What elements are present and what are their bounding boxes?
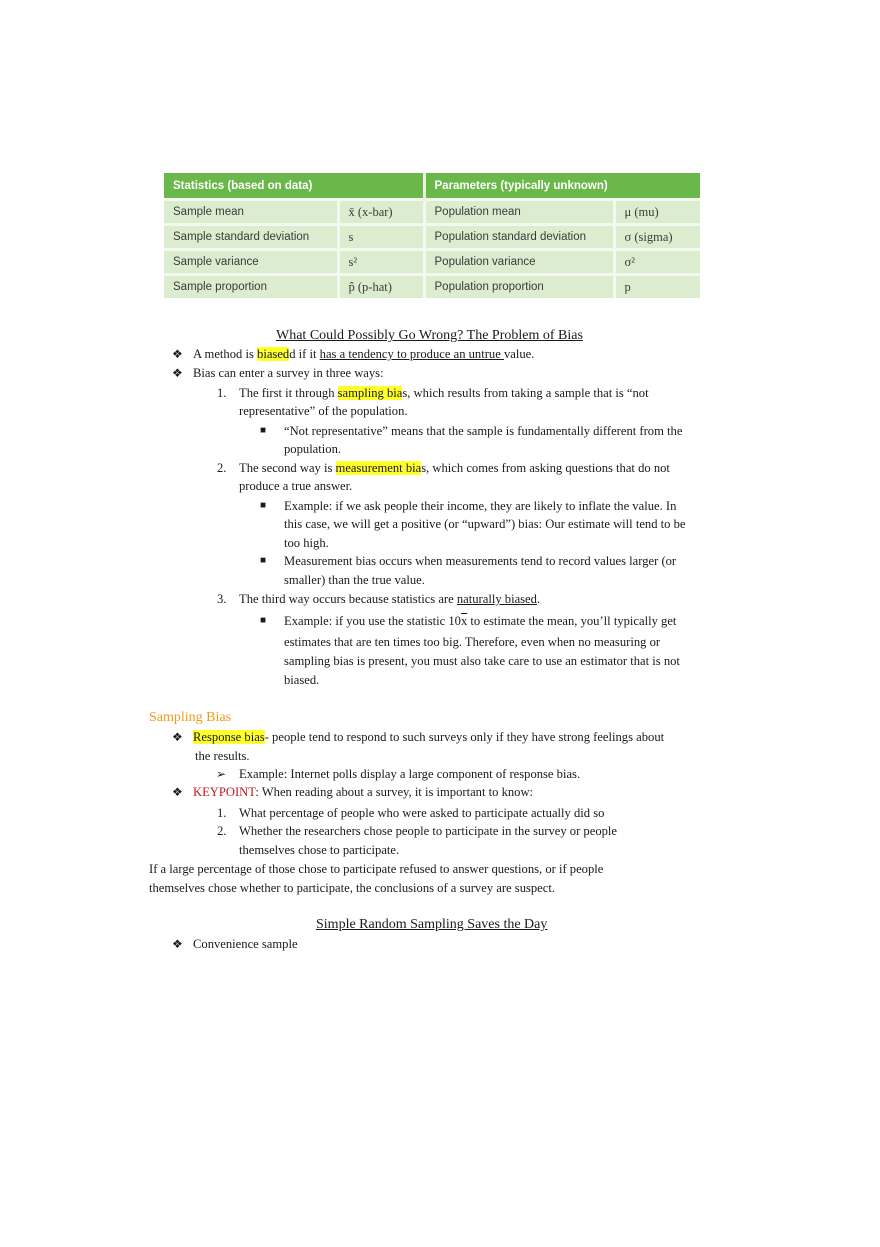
list-subitem: Example: if we ask people their income, they are likely to inflate the value. In xyxy=(284,499,677,513)
paragraph: If a large percentage of those chose to participate refused to answer questions, or if people xyxy=(149,862,604,876)
table-cell: Sample variance xyxy=(164,250,338,275)
keypoint-label: KEYPOINT xyxy=(193,785,256,799)
list-item: Response bias- people tend to respond to such surveys only if they have strong feelings about xyxy=(193,730,665,744)
naturally-biased-text: naturally biased xyxy=(456,592,537,606)
list-number: 3. xyxy=(217,592,227,606)
list-subitem-continuation: smaller) than the true value. xyxy=(284,573,425,587)
highlight-response-bias: Response bias xyxy=(193,730,265,744)
table-row xyxy=(164,275,700,299)
list-subitem: Example: if you use the statistic $10\overline{x}$ to estimate the mean, you’ll typically get xyxy=(284,614,677,628)
highlight-measurement-bias: measurement bia xyxy=(335,461,422,475)
list-item-continuation: the results. xyxy=(195,749,250,763)
table-cell: σ² xyxy=(614,250,700,275)
sampling-bias-heading: Sampling Bias xyxy=(149,710,232,725)
table-row xyxy=(164,250,700,275)
table-cell: Sample standard deviation xyxy=(164,225,338,250)
list-item-continuation: themselves chose to participate. xyxy=(239,843,400,857)
table-cell: μ (mu) xyxy=(614,200,700,225)
list-subitem: Example: Internet polls display a large component of response bias. xyxy=(239,767,581,781)
square-bullet-icon: ■ xyxy=(260,500,267,511)
list-item-continuation: representative” of the population. xyxy=(239,404,408,418)
table-cell: Population standard deviation xyxy=(424,225,614,250)
list-number: 2. xyxy=(217,824,227,838)
table-cell: Sample mean xyxy=(164,200,338,225)
table-cell: x̄ (x-bar) xyxy=(338,200,424,225)
diamond-bullet-icon: ❖ xyxy=(172,730,183,744)
table-cell: p xyxy=(614,275,700,299)
list-subitem-continuation: biased. xyxy=(284,673,320,687)
table-cell: Population mean xyxy=(424,200,614,225)
list-item: What percentage of people who were asked to participate actually did so xyxy=(239,806,605,820)
list-item: Bias can enter a survey in three ways: xyxy=(193,366,384,380)
diamond-bullet-icon: ❖ xyxy=(172,785,183,799)
diamond-bullet-icon: ❖ xyxy=(172,347,183,361)
list-subitem-continuation: population. xyxy=(284,442,342,456)
square-bullet-icon: ■ xyxy=(260,425,267,436)
table-header-parameters: Parameters (typically unknown) xyxy=(424,173,700,200)
list-item: KEYPOINT: When reading about a survey, it is important to know: xyxy=(193,785,534,799)
list-item: Convenience sample xyxy=(193,937,298,951)
list-subitem: Measurement bias occurs when measurements tend to record values larger (or xyxy=(284,554,677,568)
table-cell: Population variance xyxy=(424,250,614,275)
diamond-bullet-icon: ❖ xyxy=(172,937,183,951)
list-item: The third way occurs because statistics are naturally biased. xyxy=(239,592,541,606)
table-cell: p̂ (p-hat) xyxy=(338,275,424,299)
table-header-statistics: Statistics (based on data) xyxy=(164,173,424,200)
highlight-biased: biased xyxy=(257,347,290,361)
list-item-continuation: produce a true answer. xyxy=(239,479,353,493)
list-number: 2. xyxy=(217,461,227,475)
diamond-bullet-icon: ❖ xyxy=(172,366,183,380)
paragraph: themselves chose whether to participate, the conclusions of a survey are suspect. xyxy=(149,881,556,895)
table-cell: Sample proportion xyxy=(164,275,338,299)
table-row xyxy=(164,225,700,250)
list-number: 1. xyxy=(217,386,227,400)
list-subitem-continuation: this case, we will get a positive (or “upward”) bias: Our estimate will tend to be xyxy=(284,517,686,531)
list-item: The second way is measurement bias, which comes from asking questions that do not xyxy=(239,461,670,475)
table-cell: s² xyxy=(338,250,424,275)
list-subitem-continuation: sampling bias is present, you must also take care to use an estimator that is not xyxy=(284,654,680,668)
table-row xyxy=(164,200,700,225)
table-cell: s xyxy=(338,225,424,250)
list-item: A method is biasedd if it has a tendency to produce an untrue value. xyxy=(193,347,535,361)
arrow-bullet-icon: ➢ xyxy=(216,767,227,781)
statistics-parameters-table xyxy=(164,173,700,298)
square-bullet-icon: ■ xyxy=(260,555,267,566)
highlight-sampling-bias: sampling bia xyxy=(337,386,403,400)
list-subitem-continuation: estimates that are ten times too big. Therefore, even when no measuring or xyxy=(284,635,661,649)
table-header-row xyxy=(164,173,700,200)
bias-section-heading: What Could Possibly Go Wrong? The Problem of Bias xyxy=(276,328,583,343)
list-item: Whether the researchers chose people to participate in the survey or people xyxy=(239,824,617,838)
list-subitem-continuation: too high. xyxy=(284,536,329,550)
table-cell: σ (sigma) xyxy=(614,225,700,250)
srs-section-heading: Simple Random Sampling Saves the Day xyxy=(316,917,548,932)
list-number: 1. xyxy=(217,806,227,820)
square-bullet-icon: ■ xyxy=(260,615,267,626)
list-item: The first it through sampling bias, which results from taking a sample that is “not xyxy=(239,386,649,400)
table-cell: Population proportion xyxy=(424,275,614,299)
list-subitem: “Not representative” means that the sample is fundamentally different from the xyxy=(284,424,683,438)
